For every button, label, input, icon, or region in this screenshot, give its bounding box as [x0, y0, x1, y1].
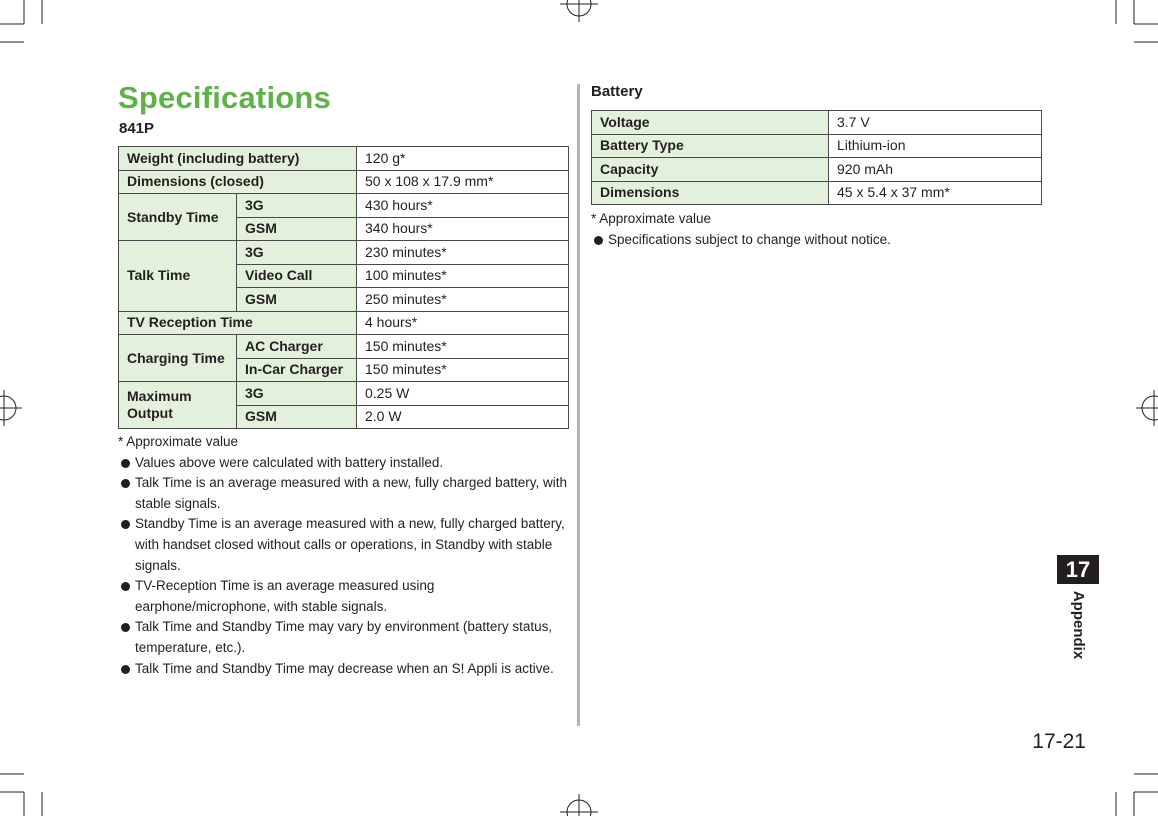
- standby-gsm-label: GSM: [237, 217, 357, 241]
- table-row: [592, 111, 1042, 135]
- standby-3g-value: 430 hours*: [357, 194, 569, 218]
- car-charger-value: 150 minutes*: [357, 358, 569, 382]
- talk-3g-value: 230 minutes*: [357, 241, 569, 265]
- talk-gsm-label: GSM: [237, 288, 357, 312]
- list-item: Values above were calculated with battery installed.: [118, 453, 568, 474]
- approximate-value-note: * Approximate value: [118, 434, 239, 449]
- battery-dimensions-value: 45 x 5.4 x 37 mm*: [829, 181, 1042, 205]
- model-heading: 841P: [119, 120, 155, 137]
- output-gsm-label: GSM: [237, 405, 357, 429]
- weight-value: 120 g*: [357, 147, 569, 171]
- dimensions-value: 50 x 108 x 17.9 mm*: [357, 170, 569, 194]
- battery-notes: [591, 209, 1041, 250]
- voltage-value: 3.7 V: [829, 111, 1042, 135]
- ac-charger-value: 150 minutes*: [357, 335, 569, 359]
- ac-charger-label: AC Charger: [237, 335, 357, 359]
- page-number: 17-21: [1032, 730, 1086, 753]
- notes-list: [591, 230, 1041, 251]
- output-gsm-value: 2.0 W: [357, 405, 569, 429]
- approximate-value-note: * Approximate value: [591, 211, 712, 226]
- standby-3g-label: 3G: [237, 194, 357, 218]
- specification-notes: [118, 432, 568, 679]
- output-3g-value: 0.25 W: [357, 382, 569, 406]
- tv-reception-label: TV Reception Time: [119, 311, 357, 335]
- talk-time-label: Talk Time: [119, 241, 237, 312]
- list-item: Talk Time and Standby Time may decrease when an S! Appli is active.: [118, 659, 568, 680]
- specifications-table: [118, 146, 569, 429]
- talk-gsm-value: 250 minutes*: [357, 288, 569, 312]
- list-item: Talk Time is an average measured with a new, fully charged battery, with stable signals.: [118, 473, 568, 514]
- list-item: Talk Time and Standby Time may vary by environment (battery status, temperature, etc.).: [118, 617, 568, 658]
- chapter-number-tab: 17: [1057, 555, 1099, 584]
- table-row: [592, 158, 1042, 182]
- capacity-label: Capacity: [592, 158, 829, 182]
- car-charger-label: In-Car Charger: [237, 358, 357, 382]
- standby-time-label: Standby Time: [119, 194, 237, 241]
- list-item: Standby Time is an average measured with a new, fully charged battery, with handset closed without calls or operations, in Standby with stable signals.: [118, 514, 568, 576]
- battery-dimensions-label: Dimensions: [592, 181, 829, 205]
- table-row: [119, 241, 569, 265]
- list-item: TV-Reception Time is an average measured using earphone/microphone, with stable signals.: [118, 576, 568, 617]
- talk-video-call-value: 100 minutes*: [357, 264, 569, 288]
- talk-video-call-label: Video Call: [237, 264, 357, 288]
- list-item: Specifications subject to change without notice.: [591, 230, 1041, 251]
- weight-label: Weight (including battery): [119, 147, 357, 171]
- charging-time-label: Charging Time: [119, 335, 237, 382]
- chapter-label: Appendix: [1070, 590, 1087, 660]
- voltage-label: Voltage: [592, 111, 829, 135]
- battery-type-label: Battery Type: [592, 134, 829, 158]
- talk-3g-label: 3G: [237, 241, 357, 265]
- capacity-value: 920 mAh: [829, 158, 1042, 182]
- notes-list: [118, 453, 568, 680]
- table-row: [119, 147, 569, 171]
- standby-gsm-value: 340 hours*: [357, 217, 569, 241]
- maximum-output-line2: Output: [127, 405, 173, 421]
- maximum-output-label: [119, 382, 237, 429]
- column-divider: [577, 84, 580, 726]
- table-row: [119, 170, 569, 194]
- maximum-output-line1: Maximum: [127, 388, 192, 404]
- table-row: [119, 194, 569, 218]
- dimensions-label: Dimensions (closed): [119, 170, 357, 194]
- table-row: [592, 134, 1042, 158]
- tv-reception-value: 4 hours*: [357, 311, 569, 335]
- output-3g-label: 3G: [237, 382, 357, 406]
- table-row: [119, 382, 569, 406]
- table-row: [119, 311, 569, 335]
- battery-heading: Battery: [591, 83, 643, 100]
- page-title: Specifications: [118, 80, 331, 115]
- table-row: [592, 181, 1042, 205]
- table-row: [119, 335, 569, 359]
- battery-type-value: Lithium-ion: [829, 134, 1042, 158]
- battery-table: [591, 110, 1042, 205]
